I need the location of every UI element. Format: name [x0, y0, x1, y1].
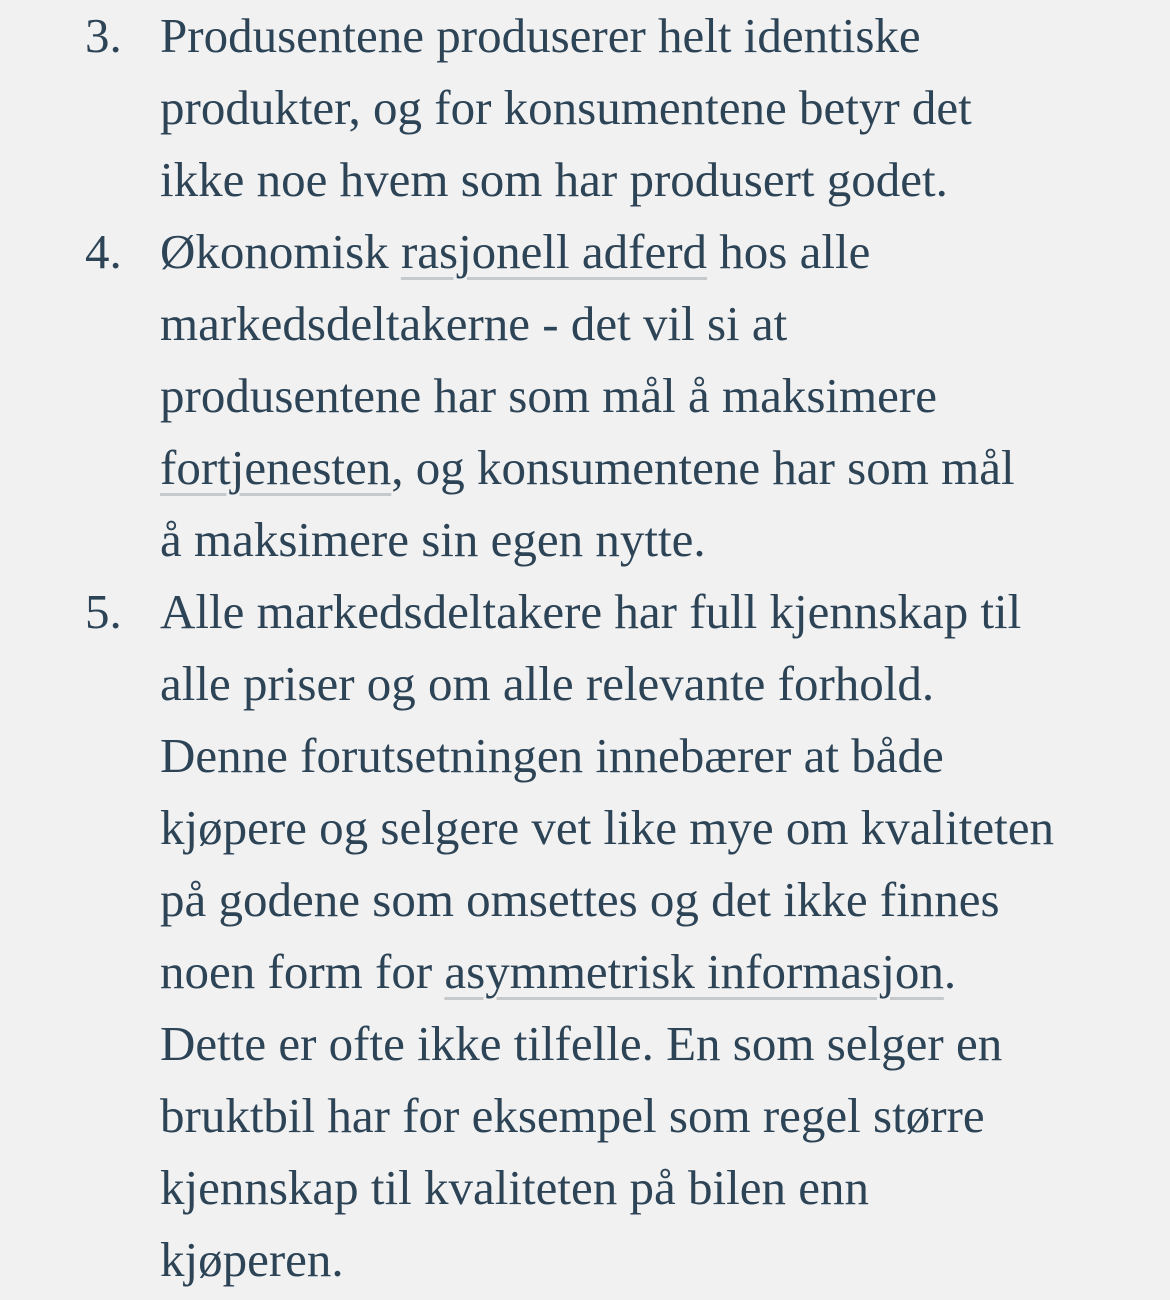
- list-item: [85, 216, 1140, 576]
- text-segment: markedsdeltakerne - det vil si at: [160, 296, 788, 351]
- text-line: [160, 0, 1140, 72]
- text-segment: produkter, og for konsumentene betyr det: [160, 80, 972, 135]
- list-item: [85, 576, 1140, 1296]
- text-line: [160, 864, 1140, 936]
- text-segment: , og konsumentene har som mål: [391, 440, 1015, 495]
- text-segment: Alle markedsdeltakere har full kjennskap til: [160, 584, 1022, 639]
- text-line: [160, 1080, 1140, 1152]
- text-line: [160, 936, 1140, 1008]
- text-line: [160, 1152, 1140, 1224]
- text-line: [160, 432, 1140, 504]
- text-line: [160, 648, 1140, 720]
- text-segment: noen form for: [160, 944, 445, 999]
- text-segment: alle priser og om alle relevante forhold.: [160, 656, 935, 711]
- item-lines: [160, 0, 1140, 216]
- text-line: [160, 1224, 1140, 1296]
- text-line: [160, 288, 1140, 360]
- text-segment: på godene som omsettes og det ikke finnes: [160, 872, 1000, 927]
- text-line: [160, 504, 1140, 576]
- link-fortjenesten[interactable]: fortjenesten: [160, 440, 392, 495]
- list-item: [85, 0, 1140, 216]
- link-rasjonell-adferd[interactable]: rasjonell adferd: [400, 224, 708, 279]
- text-line: [160, 792, 1140, 864]
- text-line: [160, 576, 1140, 648]
- numbered-list: [85, 0, 1140, 1296]
- text-segment: Denne forutsetningen innebærer at både: [160, 728, 944, 783]
- text-segment: kjøperen.: [160, 1232, 344, 1287]
- text-segment: å maksimere sin egen nytte.: [160, 512, 706, 567]
- text-segment: kjennskap til kvaliteten på bilen enn: [160, 1160, 869, 1215]
- text-line: [160, 216, 1140, 288]
- text-segment: bruktbil har for eksempel som regel større: [160, 1088, 985, 1143]
- text-segment: Dette er ofte ikke tilfelle. En som selger en: [160, 1016, 1003, 1071]
- text-line: [160, 144, 1140, 216]
- item-lines: [160, 216, 1140, 576]
- list-item-number: 3.: [85, 8, 122, 63]
- text-segment: .: [943, 944, 957, 999]
- text-line: [160, 720, 1140, 792]
- text-segment: ikke noe hvem som har produsert godet.: [160, 152, 948, 207]
- item-lines: [160, 576, 1140, 1296]
- text-line: [160, 72, 1140, 144]
- text-segment: kjøpere og selgere vet like mye om kvaliteten: [160, 800, 1054, 855]
- list-item-number: 5.: [85, 584, 122, 639]
- text-line: [160, 360, 1140, 432]
- text-segment: Økonomisk: [160, 224, 401, 279]
- text-segment: Produsentene produserer helt identiske: [160, 8, 921, 63]
- text-line: [160, 1008, 1140, 1080]
- text-segment: produsentene har som mål å maksimere: [160, 368, 937, 423]
- text-segment: hos alle: [707, 224, 871, 279]
- link-asymmetrisk-informasjon[interactable]: asymmetrisk informasjon: [444, 944, 944, 999]
- list-item-number: 4.: [85, 224, 122, 279]
